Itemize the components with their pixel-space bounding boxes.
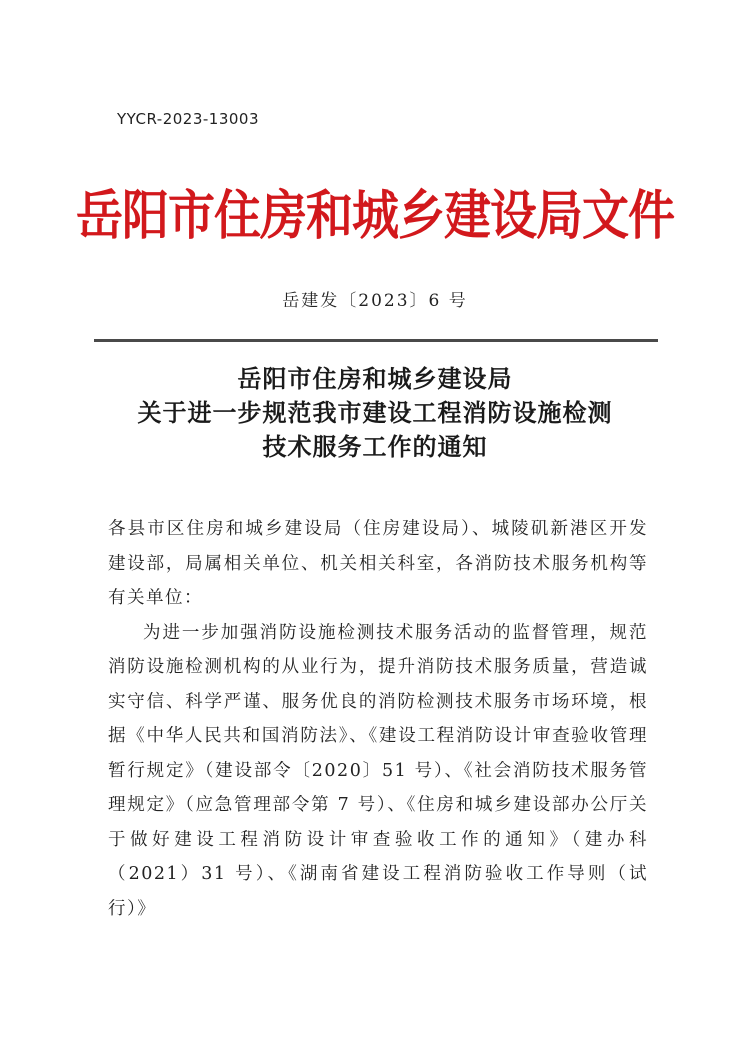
- title-line-2: 关于进一步规范我市建设工程消防设施检测: [137, 399, 613, 427]
- header-divider: [94, 339, 658, 342]
- document-body: [108, 512, 648, 926]
- title-line-1: 岳阳市住房和城乡建设局: [237, 365, 513, 393]
- issuer-header: 岳阳市住房和城乡建设局文件: [76, 185, 674, 247]
- document-title: [0, 362, 750, 464]
- document-number: 岳建发〔2023〕6 号: [282, 291, 468, 311]
- paragraph: 为进一步加强消防设施检测技术服务活动的监督管理，规范消防设施检测机构的从业行为，提升消防技术服务质量，营造诚实守信、科学严谨、服务优良的消防检测技术服务市场环境，根据《中华人民共和国消防法》、《建设工程消防设计审查验收管理暂行规定》（建设部令〔2020〕51 号）、《社会消防技术服务管理规定》（应急管理部令第 7 号）、《住房和城乡建设部办公厅关于做好建设工程消防设计审查验收工作的通知》（建办科（2021）31 号）、《湖南省建设工程消防验收工作导则（试行）》: [108, 622, 648, 919]
- document-code: YYCR-2023-13003: [117, 110, 260, 128]
- addressee: 各县市区住房和城乡建设局（住房建设局）、城陵矶新港区开发建设部，局属相关单位、机关相关科室，各消防技术服务机构等有关单位：: [108, 519, 648, 608]
- title-line-3: 技术服务工作的通知: [262, 433, 488, 461]
